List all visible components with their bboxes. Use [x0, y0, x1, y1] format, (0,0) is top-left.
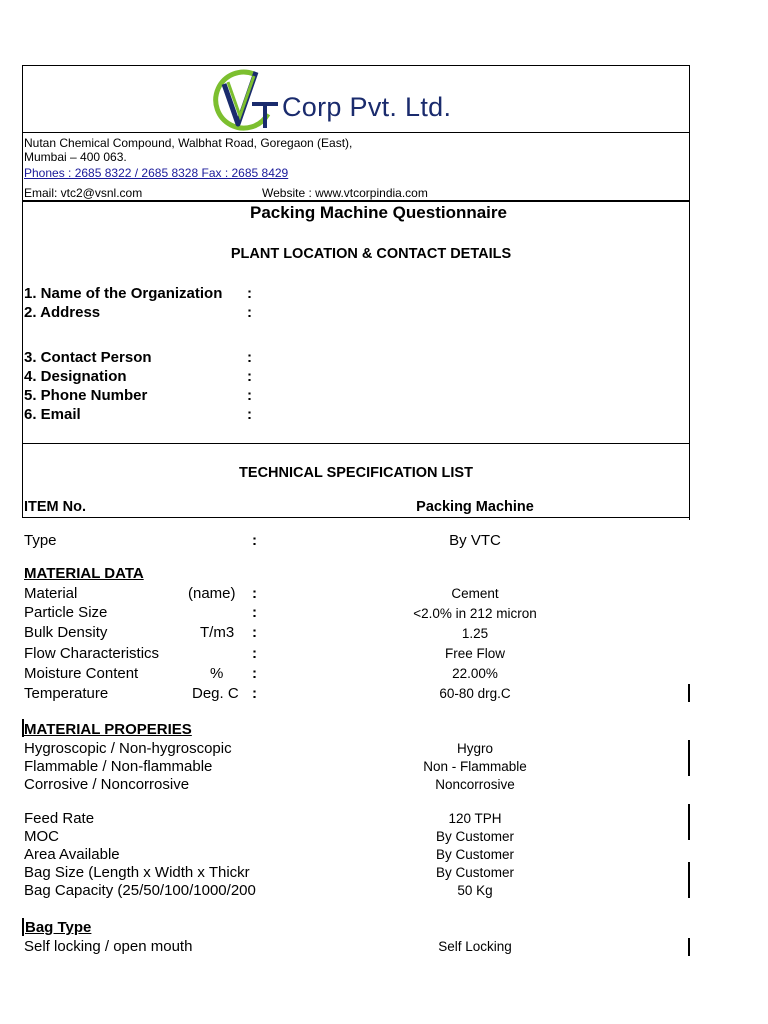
bag-capacity-label: Bag Capacity (25/50/100/1000/200 [24, 882, 256, 899]
company-name: Corp Pvt. Ltd. [282, 92, 452, 122]
moisture-content-sep: : [252, 665, 257, 682]
particle-size-label: Particle Size [24, 604, 108, 621]
right-border-frag2 [688, 740, 690, 776]
phone-fax-link[interactable]: Phones : 2685 8322 / 2685 8328 Fax : 2685 8429 [24, 166, 289, 180]
feed-rate-value: 120 TPH [448, 811, 502, 826]
field-label-designation: 4. Designation [24, 368, 127, 385]
field-sep-designation: : [247, 368, 252, 385]
moc-value: By Customer [435, 829, 515, 844]
email-text: Email: vtc2@vsnl.com [24, 186, 143, 200]
field-sep-address: : [247, 304, 252, 321]
bulk-density-unit: T/m3 [200, 624, 235, 641]
tech-section-heading: TECHNICAL SPECIFICATION LIST [239, 465, 473, 481]
column-header-packing-machine: Packing Machine [416, 499, 534, 515]
website-text: Website : www.vtcorpindia.com [262, 186, 428, 200]
material-unit: (name) [188, 585, 236, 602]
logo-divider [22, 132, 690, 133]
left-border-frag2 [22, 918, 24, 936]
temperature-sep: : [252, 685, 257, 702]
bulk-density-value: 1.25 [461, 626, 489, 641]
material-label: Material [24, 585, 78, 602]
material-sep: : [252, 585, 257, 602]
temperature-value: 60-80 drg.C [439, 686, 511, 701]
right-border-upper [689, 65, 690, 520]
field-sep-phone: : [247, 387, 252, 404]
vt-logo-icon [210, 66, 280, 132]
bulk-density-label: Bulk Density [24, 624, 108, 641]
particle-size-value: <2.0% in 212 micron [413, 606, 537, 621]
right-border-frag3 [688, 804, 690, 840]
area-available-value: By Customer [435, 847, 515, 862]
item-no-label: ITEM No. [24, 499, 87, 515]
moisture-content-value: 22.00% [452, 666, 498, 681]
self-locking-label: Self locking / open mouth [24, 938, 193, 955]
field-sep-contact-person: : [247, 349, 252, 366]
field-label-email: 6. Email [24, 406, 81, 423]
temperature-unit: Deg. C [192, 685, 239, 702]
field-label-address: 2. Address [24, 304, 101, 321]
address-line-1: Nutan Chemical Compound, Walbhat Road, Goregaon (East), [24, 136, 353, 150]
field-sep-email: : [247, 406, 252, 423]
right-border-frag1 [688, 684, 690, 702]
company-logo [210, 66, 280, 132]
address-line-2: Mumbai – 400 063. [24, 150, 127, 164]
moisture-content-label: Moisture Content [24, 665, 139, 682]
bag-type-heading: Bag Type [25, 919, 92, 936]
contact-divider [22, 443, 690, 444]
moisture-content-unit: % [210, 665, 224, 682]
flammable-value: Non - Flammable [423, 759, 527, 774]
page-title: Packing Machine Questionnaire [250, 203, 507, 222]
self-locking-value: Self Locking [438, 939, 512, 954]
field-label-contact-person: 3. Contact Person [24, 349, 152, 366]
corrosive-label: Corrosive / Noncorrosive [24, 776, 190, 793]
moc-label: MOC [24, 828, 59, 845]
temperature-label: Temperature [24, 685, 109, 702]
type-value: By VTC [449, 532, 501, 549]
corrosive-value: Noncorrosive [435, 777, 515, 792]
hygroscopic-label: Hygroscopic / Non-hygroscopic [24, 740, 232, 757]
flow-characteristics-label: Flow Characteristics [24, 645, 160, 662]
particle-size-sep: : [252, 604, 257, 621]
feed-rate-label: Feed Rate [24, 810, 95, 827]
address-divider [22, 200, 690, 202]
field-label-organization: 1. Name of the Organization [24, 285, 223, 302]
field-sep-organization: : [247, 285, 252, 302]
item-header-divider [22, 517, 690, 518]
contact-section-heading: PLANT LOCATION & CONTACT DETAILS [230, 246, 512, 262]
flammable-label: Flammable / Non-flammable [24, 758, 213, 775]
field-label-phone: 5. Phone Number [24, 387, 148, 404]
type-sep: : [252, 532, 257, 549]
material-data-heading: MATERIAL DATA [24, 565, 144, 582]
material-value: Cement [451, 586, 499, 601]
bulk-density-sep: : [252, 624, 257, 641]
hygroscopic-value: Hygro [456, 741, 493, 756]
bag-size-label: Bag Size (Length x Width x Thickr [24, 864, 250, 881]
flow-characteristics-sep: : [252, 645, 257, 662]
type-label: Type [24, 532, 57, 549]
flow-characteristics-value: Free Flow [444, 646, 505, 661]
right-border-frag5 [688, 938, 690, 956]
area-available-label: Area Available [24, 846, 120, 863]
header-top-border [22, 65, 690, 66]
material-properties-heading: MATERIAL PROPERIES [24, 721, 192, 738]
bag-capacity-value: 50 Kg [457, 883, 493, 898]
bag-size-value: By Customer [435, 865, 515, 880]
right-border-frag4 [688, 862, 690, 898]
